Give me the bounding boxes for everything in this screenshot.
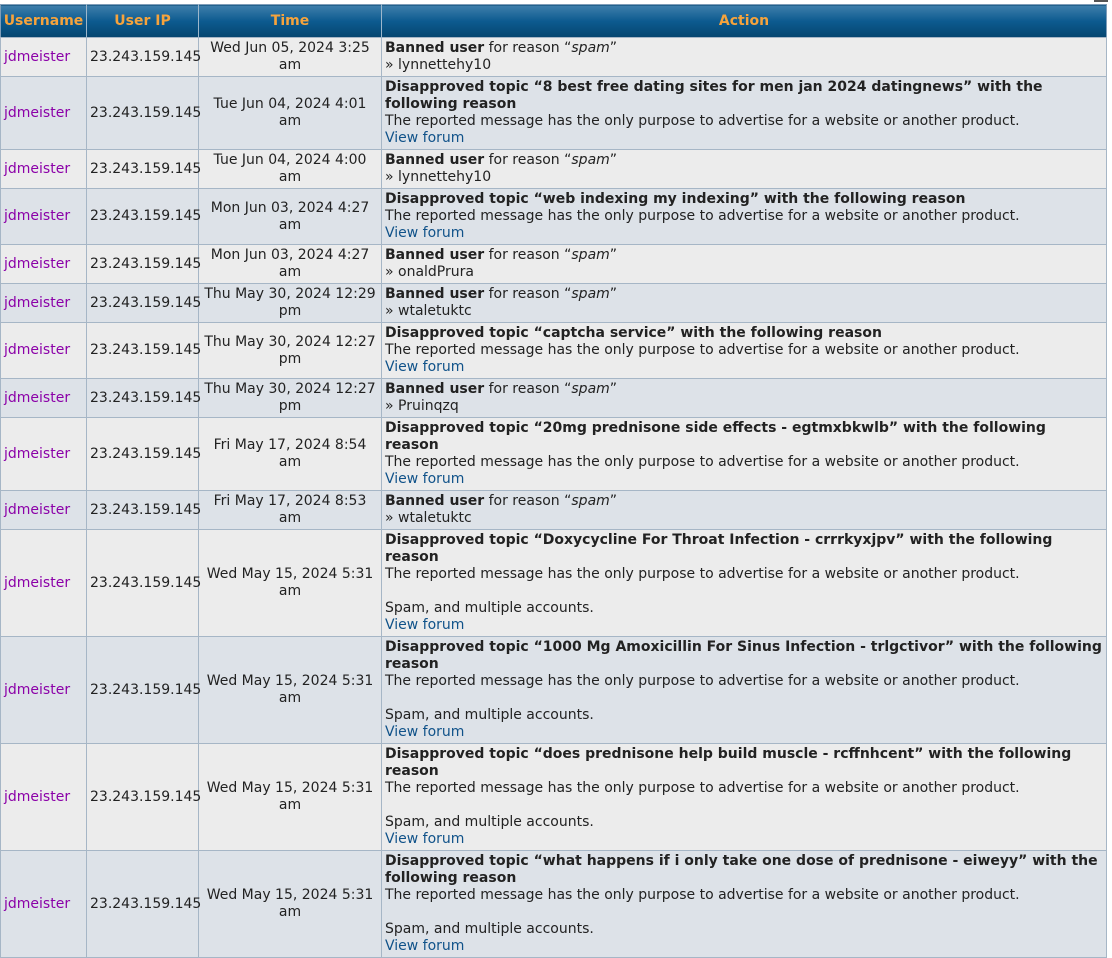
ban-reason: spam	[571, 286, 610, 302]
table-row	[1, 284, 1107, 323]
time-cell: Wed Jun 05, 2024 3:25 am	[199, 38, 382, 77]
disapproved-topic-title: Disapproved topic “8 best free dating sites for men jan 2024 datingnews” with the following reason	[385, 79, 1043, 112]
disapproval-extra: Spam, and multiple accounts.	[385, 600, 594, 616]
user-ip-cell: 23.243.159.145	[87, 189, 199, 245]
ban-label: Banned user	[385, 286, 485, 302]
username-link[interactable]: jdmeister	[4, 445, 71, 462]
username-link[interactable]: jdmeister	[4, 208, 71, 224]
disapproval-extra: Spam, and multiple accounts.	[385, 707, 594, 723]
disapproval-message: The reported message has the only purpose to advertise for a website or another product.	[385, 887, 1020, 903]
action-cell	[382, 637, 1107, 744]
ban-reason: spam	[571, 493, 610, 509]
action-cell	[382, 245, 1107, 284]
log-entries	[1, 38, 1107, 958]
table-row	[1, 150, 1107, 189]
for-reason-text: for reason	[488, 381, 560, 397]
for-reason-text: for reason	[488, 493, 560, 509]
disapproval-extra: Spam, and multiple accounts.	[385, 921, 594, 937]
time-cell: Thu May 30, 2024 12:29 pm	[199, 284, 382, 323]
user-ip-cell: 23.243.159.145	[87, 418, 199, 491]
ban-reason: spam	[571, 40, 610, 56]
user-ip-cell: 23.243.159.145	[87, 77, 199, 150]
ban-line: Banned user for reason “spam”	[385, 247, 618, 263]
table-row	[1, 189, 1107, 245]
banned-username: » lynnettehy10	[385, 169, 492, 185]
user-ip-cell: 23.243.159.145	[87, 491, 199, 530]
disapproved-topic-title: Disapproved topic “1000 Mg Amoxicillin For Sinus Infection - trlgctivor” with the following reason	[385, 639, 1102, 672]
disapproval-message: The reported message has the only purpose to advertise for a website or another product.	[385, 208, 1020, 224]
header-action: Action	[382, 5, 1107, 38]
banned-username: » onaldPrura	[385, 264, 474, 280]
view-forum-link[interactable]: View forum	[385, 617, 465, 633]
username-cell	[1, 189, 87, 245]
time-cell: Fri May 17, 2024 8:53 am	[199, 491, 382, 530]
time-cell: Wed May 15, 2024 5:31 am	[199, 637, 382, 744]
table-header-row	[1, 5, 1107, 38]
ban-label: Banned user	[385, 40, 485, 56]
spacer	[385, 690, 1103, 707]
table-row	[1, 245, 1107, 284]
time-cell: Wed May 15, 2024 5:31 am	[199, 851, 382, 958]
ban-line: Banned user for reason “spam”	[385, 286, 618, 302]
time-cell: Mon Jun 03, 2024 4:27 am	[199, 189, 382, 245]
spacer	[385, 904, 1103, 921]
username-link[interactable]: jdmeister	[4, 48, 71, 65]
view-forum-link[interactable]: View forum	[385, 471, 465, 487]
username-cell	[1, 77, 87, 150]
user-ip-cell: 23.243.159.145	[87, 744, 199, 851]
ban-reason: spam	[571, 152, 610, 168]
time-cell: Tue Jun 04, 2024 4:00 am	[199, 150, 382, 189]
table-row	[1, 379, 1107, 418]
table-row	[1, 38, 1107, 77]
spacer	[385, 583, 1103, 600]
header-user-ip: User IP	[87, 5, 199, 38]
action-cell	[382, 491, 1107, 530]
action-cell	[382, 851, 1107, 958]
time-cell: Wed May 15, 2024 5:31 am	[199, 530, 382, 637]
user-ip-cell: 23.243.159.145	[87, 245, 199, 284]
ban-label: Banned user	[385, 381, 485, 397]
ban-label: Banned user	[385, 493, 485, 509]
ban-line: Banned user for reason “spam”	[385, 493, 618, 509]
time-cell: Tue Jun 04, 2024 4:01 am	[199, 77, 382, 150]
disapproved-topic-title: Disapproved topic “20mg prednisone side effects - egtmxbkwlb” with the following reason	[385, 420, 1046, 453]
ban-label: Banned user	[385, 152, 485, 168]
user-ip-cell: 23.243.159.145	[87, 637, 199, 744]
action-cell	[382, 189, 1107, 245]
ban-reason: spam	[571, 247, 610, 263]
username-cell	[1, 379, 87, 418]
disapproval-message: The reported message has the only purpose to advertise for a website or another product.	[385, 113, 1020, 129]
username-cell	[1, 323, 87, 379]
time-cell: Fri May 17, 2024 8:54 am	[199, 418, 382, 491]
disapproval-message: The reported message has the only purpose to advertise for a website or another product.	[385, 566, 1020, 582]
user-ip-cell: 23.243.159.145	[87, 323, 199, 379]
banned-username: » wtaletuktc	[385, 510, 472, 526]
view-forum-link[interactable]: View forum	[385, 359, 465, 375]
header-username: Username	[1, 5, 87, 38]
user-ip-cell: 23.243.159.145	[87, 530, 199, 637]
username-cell	[1, 530, 87, 637]
table-row	[1, 530, 1107, 637]
banned-username: » Pruinqzq	[385, 398, 459, 414]
table-row	[1, 744, 1107, 851]
user-ip-cell: 23.243.159.145	[87, 38, 199, 77]
table-row	[1, 77, 1107, 150]
ban-label: Banned user	[385, 247, 485, 263]
table-row	[1, 491, 1107, 530]
action-cell	[382, 379, 1107, 418]
disapproval-message: The reported message has the only purpose to advertise for a website or another product.	[385, 780, 1020, 796]
disapproved-topic-title: Disapproved topic “web indexing my indexing” with the following reason	[385, 191, 966, 207]
user-ip-cell: 23.243.159.145	[87, 150, 199, 189]
view-forum-link[interactable]: View forum	[385, 938, 465, 954]
action-cell	[382, 38, 1107, 77]
disapproval-extra: Spam, and multiple accounts.	[385, 814, 594, 830]
header-time: Time	[199, 5, 382, 38]
action-cell	[382, 530, 1107, 637]
username-link[interactable]: jdmeister	[4, 160, 71, 177]
disapproved-topic-title: Disapproved topic “Doxycycline For Throat Infection - crrrkyxjpv” with the following reason	[385, 532, 1053, 565]
view-forum-link[interactable]: View forum	[385, 831, 465, 847]
username-link[interactable]: jdmeister	[4, 788, 71, 805]
table-row	[1, 418, 1107, 491]
username-cell	[1, 245, 87, 284]
time-cell: Mon Jun 03, 2024 4:27 am	[199, 245, 382, 284]
time-cell: Thu May 30, 2024 12:27 pm	[199, 323, 382, 379]
username-link[interactable]: jdmeister	[4, 501, 71, 518]
username-cell	[1, 491, 87, 530]
username-link[interactable]: jdmeister	[4, 104, 71, 121]
for-reason-text: for reason	[488, 152, 560, 168]
username-link[interactable]: jdmeister	[4, 255, 71, 272]
username-link[interactable]: jdmeister	[4, 294, 71, 311]
username-cell	[1, 851, 87, 958]
username-cell	[1, 284, 87, 323]
action-cell	[382, 418, 1107, 491]
ban-line: Banned user for reason “spam”	[385, 40, 618, 56]
view-forum-link[interactable]: View forum	[385, 130, 465, 146]
username-link[interactable]: jdmeister	[4, 342, 71, 358]
ban-line: Banned user for reason “spam”	[385, 152, 618, 168]
username-cell	[1, 744, 87, 851]
disapproval-message: The reported message has the only purpose to advertise for a website or another product.	[385, 454, 1020, 470]
banned-username: » lynnettehy10	[385, 57, 492, 73]
username-link[interactable]: jdmeister	[4, 574, 71, 591]
disapproval-message: The reported message has the only purpose to advertise for a website or another product.	[385, 342, 1020, 358]
user-ip-cell: 23.243.159.145	[87, 851, 199, 958]
table-row	[1, 851, 1107, 958]
action-cell	[382, 284, 1107, 323]
moderator-log-table	[0, 4, 1107, 958]
username-cell	[1, 150, 87, 189]
table-row	[1, 323, 1107, 379]
for-reason-text: for reason	[488, 40, 560, 56]
disapproval-message: The reported message has the only purpose to advertise for a website or another product.	[385, 673, 1020, 689]
table-row	[1, 637, 1107, 744]
ban-line: Banned user for reason “spam”	[385, 381, 618, 397]
for-reason-text: for reason	[488, 247, 560, 263]
disapproved-topic-title: Disapproved topic “does prednisone help build muscle - rcffnhcent” with the following reason	[385, 746, 1072, 779]
user-ip-cell: 23.243.159.145	[87, 379, 199, 418]
username-link[interactable]: jdmeister	[4, 895, 71, 912]
top-right-mark	[1094, 0, 1108, 2]
action-cell	[382, 744, 1107, 851]
username-link[interactable]: jdmeister	[4, 389, 71, 406]
username-link[interactable]: jdmeister	[4, 681, 71, 698]
spacer	[385, 797, 1103, 814]
disapproved-topic-title: Disapproved topic “what happens if i only take one dose of prednisone - eiweyy” with the following reason	[385, 853, 1098, 886]
ban-reason: spam	[571, 381, 610, 397]
for-reason-text: for reason	[488, 286, 560, 302]
username-cell	[1, 418, 87, 491]
user-ip-cell: 23.243.159.145	[87, 284, 199, 323]
action-cell	[382, 150, 1107, 189]
banned-username: » wtaletuktc	[385, 303, 472, 319]
disapproved-topic-title: Disapproved topic “captcha service” with the following reason	[385, 325, 882, 341]
action-cell	[382, 77, 1107, 150]
username-cell	[1, 637, 87, 744]
username-cell	[1, 38, 87, 77]
action-cell	[382, 323, 1107, 379]
time-cell: Wed May 15, 2024 5:31 am	[199, 744, 382, 851]
time-cell: Thu May 30, 2024 12:27 pm	[199, 379, 382, 418]
view-forum-link[interactable]: View forum	[385, 225, 465, 241]
view-forum-link[interactable]: View forum	[385, 724, 465, 740]
